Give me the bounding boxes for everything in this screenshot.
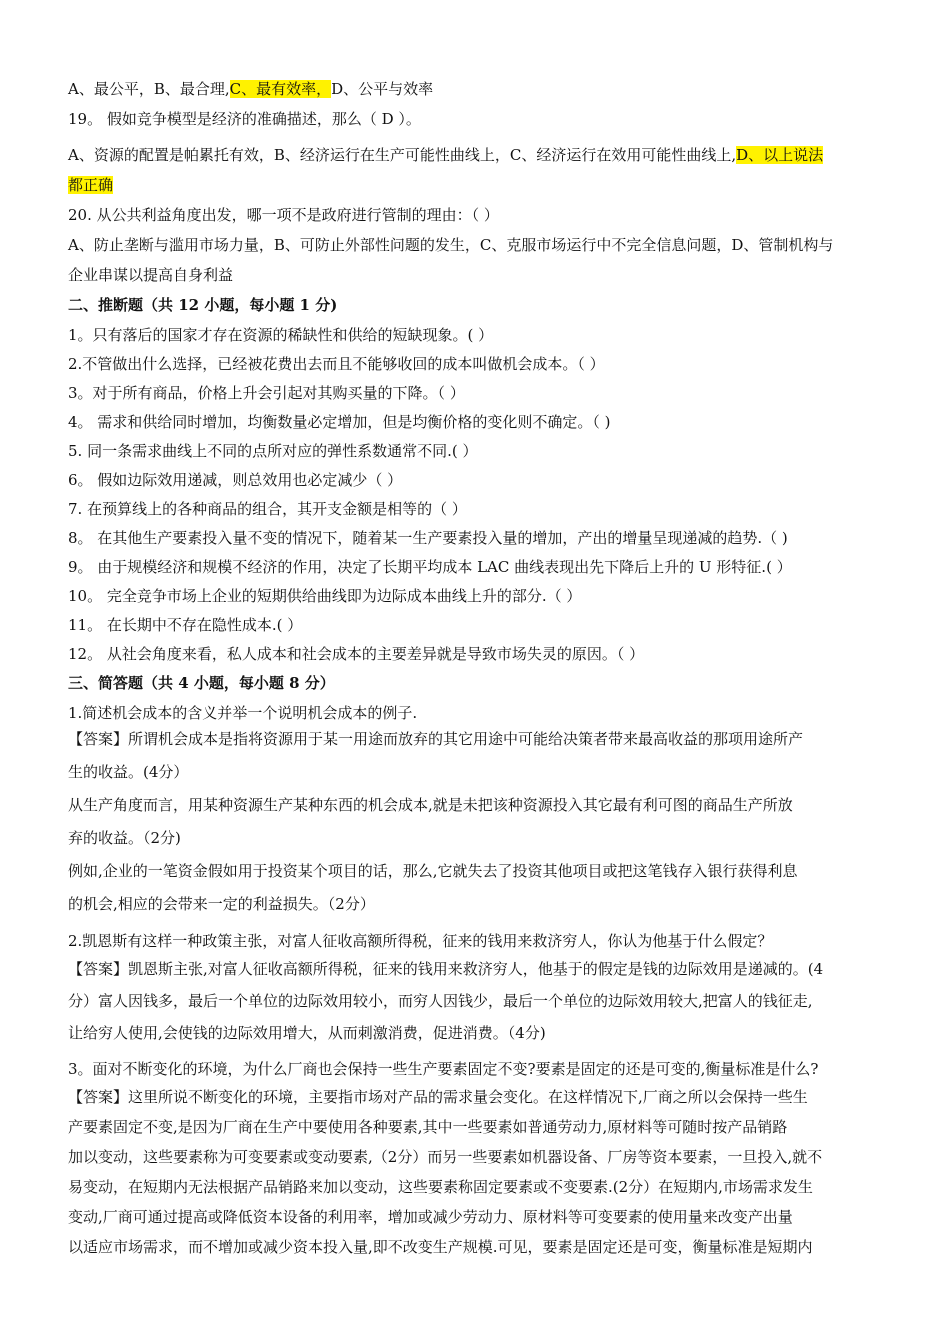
answer-line: 以适应市场需求，而不增加或减少资本投入量,即不改变生产规模.可见，要素是固定还是可变，衡量标准是短期内 <box>68 1238 813 1256</box>
q20-options-line-2: 企业串谋以提高自身利益 <box>68 266 234 284</box>
answer-line: 从生产角度而言，用某种资源生产某种东西的机会成本,就是未把该种资源投入其它最有利可图的商品生产所放 <box>68 796 793 814</box>
answer-line: 产要素固定不变,是因为厂商在生产中要使用各种要素,其中一些要素如普通劳动力,原材料等可随时按产品销路 <box>68 1118 788 1136</box>
answer-line: 例如,企业的一笔资金假如用于投资某个项目的话，那么,它就失去了投资其他项目或把这笔钱存入银行获得利息 <box>68 862 798 880</box>
q2-stem: 2.凯恩斯有这样一种政策主张，对富人征收高额所得税，征来的钱用来救济穷人，你认为他基于什么假定？ <box>68 932 773 950</box>
judgement-item: 10。 完全竞争市场上企业的短期供给曲线即为边际成本曲线上升的部分.（ ） <box>68 587 582 605</box>
q20-stem: 20. 从公共利益角度出发，哪一项不是政府进行管制的理由：（ ） <box>68 206 499 224</box>
judgement-item: 5. 同一条需求曲线上不同的点所对应的弹性系数通常不同.( ） <box>68 442 478 460</box>
q19-options-text: A、资源的配置是帕累托有效，B、经济运行在生产可能性曲线上，C、经济运行在效用可能性曲线上, <box>68 146 737 164</box>
answer-line: 【答案】这里所说不断变化的环境，主要指市场对产品的需求量会变化。在这样情况下,厂商之所以会保持一些生 <box>68 1088 808 1106</box>
judgement-item: 3。对于所有商品，价格上升会引起对其购买量的下降。（ ） <box>68 384 465 402</box>
answer-line: 弃的收益。（2分) <box>68 829 181 847</box>
q2-answer <box>68 954 884 1050</box>
section3-title: 三、简答题（共 4 小题，每小题 8 分） <box>68 674 335 692</box>
answer-line: 让给穷人使用,会使钱的边际效用增大，从而刺激消费，促进消费。（4分) <box>68 1024 546 1042</box>
judgement-item: 7. 在预算线上的各种商品的组合，其开支金额是相等的（ ） <box>68 500 467 518</box>
judgement-item: 1。只有落后的国家才存在资源的稀缺性和供给的短缺现象。( ） <box>68 326 494 344</box>
answer-line: 的机会,相应的会带来一定的利益损失。（2分） <box>68 895 375 913</box>
judgement-item: 9。 由于规模经济和规模不经济的作用，决定了长期平均成本 LAC 曲线表现出先下降后上升的 U 形特征.( ） <box>68 558 792 576</box>
judgement-item: 4。 需求和供给同时增加，均衡数量必定增加，但是均衡价格的变化则不确定。（ ) <box>68 413 611 431</box>
q19-stem: 19。 假如竞争模型是经济的准确描述，那么（ D ）。 <box>68 110 421 128</box>
answer-line: 【答案】凯恩斯主张,对富人征收高额所得税，征来的钱用来救济穷人，他基于的假定是钱的边际效用是递减的。(4 <box>68 960 824 978</box>
q1-answer <box>68 724 884 922</box>
q18-option-a: A、最公平， <box>68 80 154 98</box>
q20-options-line-1: A、防止垄断与滥用市场力量，B、可防止外部性问题的发生，C、克服市场运行中不完全信息问题，D、管制机构与 <box>68 236 834 254</box>
document-page <box>68 74 884 1262</box>
answer-line: 生的收益。(4分） <box>68 763 189 781</box>
q3-answer <box>68 1082 884 1262</box>
q18-options <box>68 74 884 104</box>
answer-line: 变动,厂商可通过提高或降低资本设备的利用率，增加或减少劳动力、原材料等可变要素的使用量来改变产出量 <box>68 1208 793 1226</box>
answer-line: 【答案】所谓机会成本是指将资源用于某一用途而放弃的其它用途中可能给决策者带来最高收益的那项用途所产 <box>68 730 804 748</box>
answer-line: 分）富人因钱多，最后一个单位的边际效用较小，而穷人因钱少，最后一个单位的边际效用较大,把富人的钱征走, <box>68 992 813 1010</box>
answer-line: 易变动，在短期内无法根据产品销路来加以变动，这些要素称固定要素或不变要素.(2分）在短期内,市场需求发生 <box>68 1178 813 1196</box>
q18-option-d: D、公平与效率 <box>331 80 434 98</box>
q18-option-c-highlighted: C、最有效率， <box>229 80 332 98</box>
q19-answer-highlight: D、以上说法 <box>736 146 824 164</box>
q1-stem: 1.简述机会成本的含义并举一个说明机会成本的例子. <box>68 704 418 722</box>
judgement-item: 2.不管做出什么选择，已经被花费出去而且不能够收回的成本叫做机会成本。（ ） <box>68 355 605 373</box>
q19-answer-highlight-cont: 都正确 <box>68 176 114 194</box>
q3-stem: 3。面对不断变化的环境，为什么厂商也会保持一些生产要素固定不变?要素是固定的还是可变的,衡量标准是什么? <box>68 1060 819 1078</box>
section2-title: 二、推断题（共 12 小题，每小题 1 分) <box>68 296 338 314</box>
judgement-item: 11。 在长期中不存在隐性成本.( ） <box>68 616 303 634</box>
q18-option-b: B、最合理, <box>153 80 230 98</box>
answer-line: 加以变动，这些要素称为可变要素或变动要素,（2分）而另一些要素如机器设备、厂房等资本要素，一旦投入,就不 <box>68 1148 823 1166</box>
section2-list <box>68 320 884 668</box>
judgement-item: 6。 假如边际效用递减，则总效用也必定减少（ ） <box>68 471 403 489</box>
judgement-item: 8。 在其他生产要素投入量不变的情况下，随着某一生产要素投入量的增加，产出的增量呈现递减的趋势.（ ) <box>68 529 788 547</box>
q19-options-line-2 <box>68 170 884 200</box>
q19-options-line-1 <box>68 140 884 170</box>
judgement-item: 12。 从社会角度来看，私人成本和社会成本的主要差异就是导致市场失灵的原因。（ ） <box>68 645 645 663</box>
